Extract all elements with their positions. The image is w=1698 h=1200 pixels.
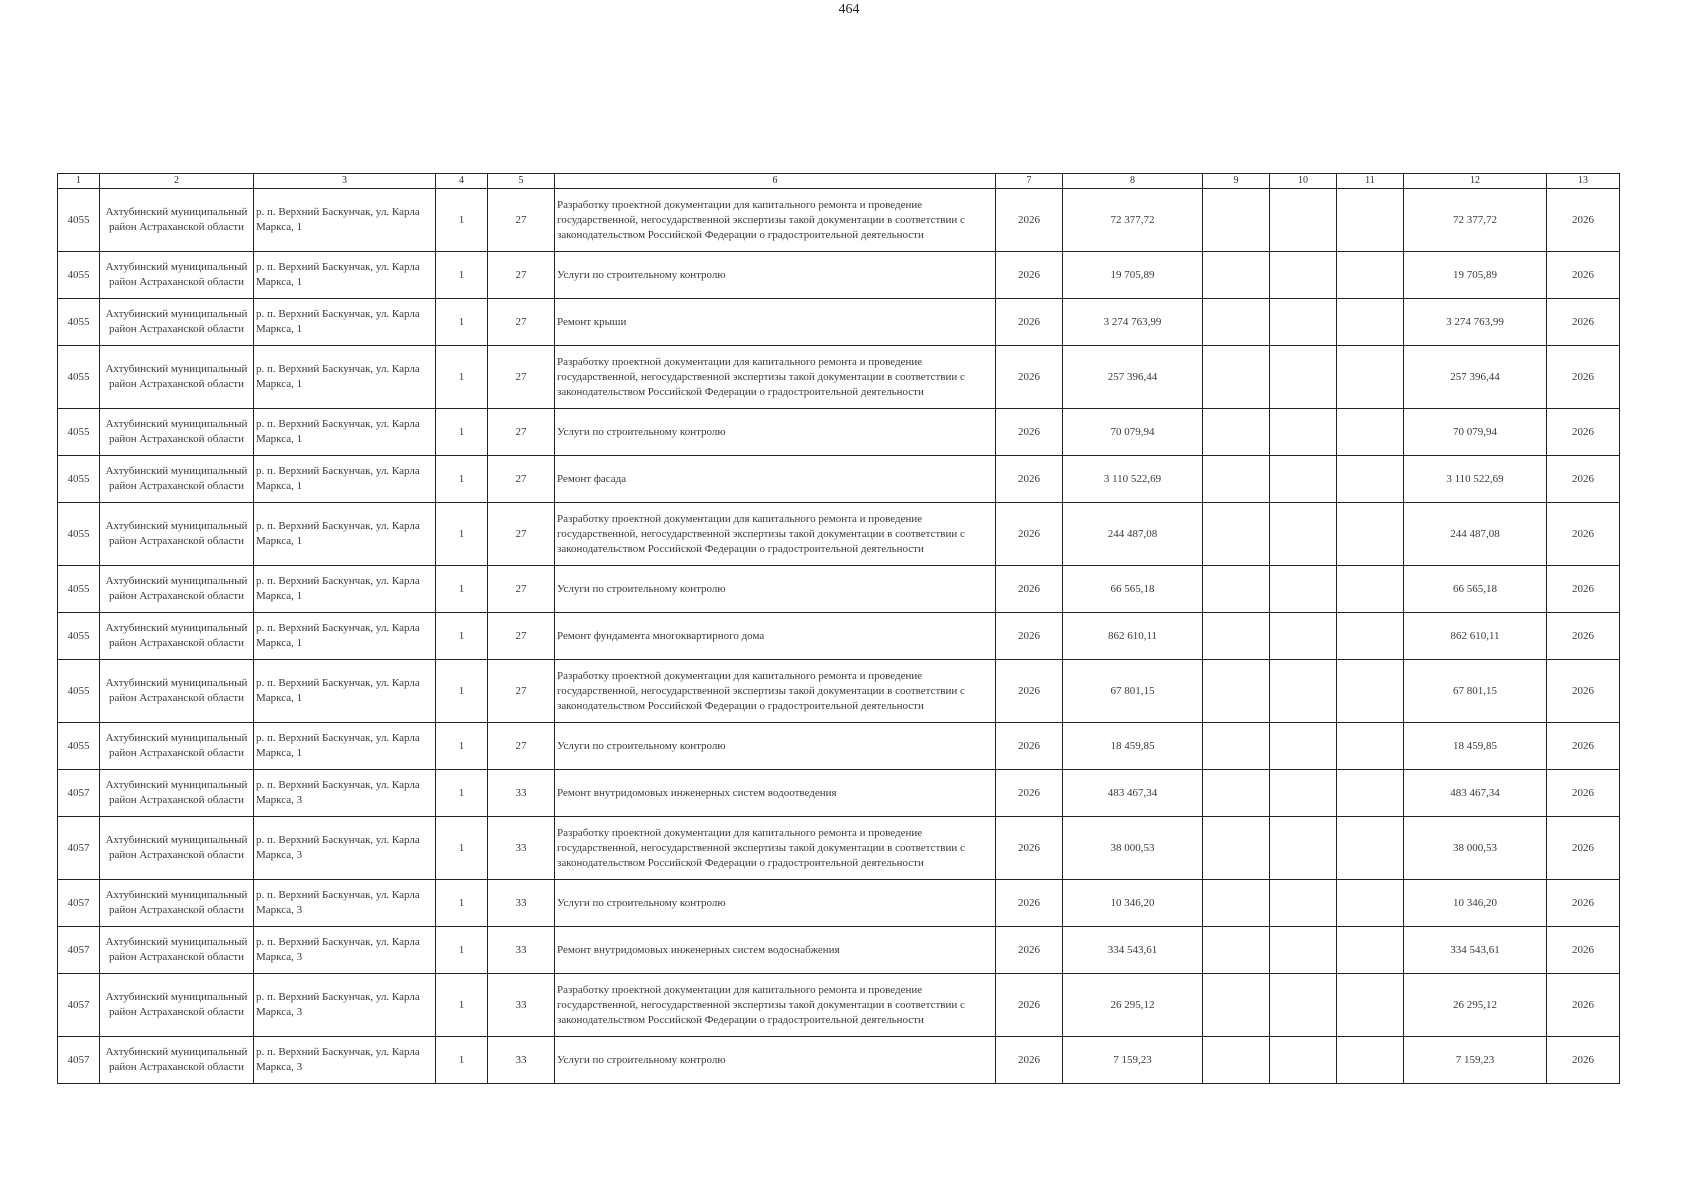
cell-year: 2026 [996,817,1063,880]
cell-address: р. п. Верхний Баскунчак, ул. Карла Маркса, 1 [254,409,436,456]
cell-col-11 [1337,723,1404,770]
cell-cost: 10 346,20 [1063,880,1203,927]
cell-col-10 [1270,409,1337,456]
cell-col-5: 27 [488,456,555,503]
cell-col-5: 27 [488,299,555,346]
cell-col-4: 1 [436,660,488,723]
cell-district: Ахтубинский муниципальный район Астраханской области [100,299,254,346]
cell-col-10 [1270,1037,1337,1084]
cell-address: р. п. Верхний Баскунчак, ул. Карла Маркса, 3 [254,1037,436,1084]
cell-total: 19 705,89 [1404,252,1547,299]
cell-end-year: 2026 [1547,880,1620,927]
cell-col-5: 33 [488,1037,555,1084]
cell-work-type: Услуги по строительному контролю [555,723,996,770]
cell-col-9 [1203,880,1270,927]
cell-col-10 [1270,613,1337,660]
cell-year: 2026 [996,613,1063,660]
cell-district: Ахтубинский муниципальный район Астраханской области [100,927,254,974]
cell-col-10 [1270,770,1337,817]
cell-work-type: Разработку проектной документации для капитального ремонта и проведение государственной, негосударственной экспертизы такой документации в соответствии с законодательством Российской Федерации о градостроительной деятельности [555,660,996,723]
cell-col-9 [1203,660,1270,723]
cell-year: 2026 [996,299,1063,346]
cell-district: Ахтубинский муниципальный район Астраханской области [100,252,254,299]
table-row [58,252,1620,299]
cell-end-year: 2026 [1547,927,1620,974]
cell-total: 66 565,18 [1404,566,1547,613]
column-header-10: 10 [1270,174,1337,189]
cell-col-11 [1337,770,1404,817]
cell-cost: 334 543,61 [1063,927,1203,974]
cell-work-type: Разработку проектной документации для капитального ремонта и проведение государственной, негосударственной экспертизы такой документации в соответствии с законодательством Российской Федерации о градостроительной деятельности [555,346,996,409]
column-header-5: 5 [488,174,555,189]
cell-year: 2026 [996,189,1063,252]
cell-year: 2026 [996,346,1063,409]
cell-house-id: 4055 [58,660,100,723]
cell-total: 244 487,08 [1404,503,1547,566]
cell-district: Ахтубинский муниципальный район Астраханской области [100,817,254,880]
cell-address: р. п. Верхний Баскунчак, ул. Карла Маркса, 1 [254,299,436,346]
cell-house-id: 4057 [58,880,100,927]
cell-address: р. п. Верхний Баскунчак, ул. Карла Маркса, 3 [254,880,436,927]
cell-district: Ахтубинский муниципальный район Астраханской области [100,503,254,566]
cell-end-year: 2026 [1547,252,1620,299]
column-header-11: 11 [1337,174,1404,189]
table-row [58,456,1620,503]
cell-total: 67 801,15 [1404,660,1547,723]
table-row [58,566,1620,613]
cell-total: 10 346,20 [1404,880,1547,927]
cell-work-type: Разработку проектной документации для капитального ремонта и проведение государственной, негосударственной экспертизы такой документации в соответствии с законодательством Российской Федерации о градостроительной деятельности [555,189,996,252]
cell-col-9 [1203,770,1270,817]
cell-address: р. п. Верхний Баскунчак, ул. Карла Маркса, 1 [254,252,436,299]
cell-year: 2026 [996,252,1063,299]
column-header-2: 2 [100,174,254,189]
cell-end-year: 2026 [1547,456,1620,503]
cell-address: р. п. Верхний Баскунчак, ул. Карла Маркса, 1 [254,189,436,252]
cell-end-year: 2026 [1547,723,1620,770]
cell-end-year: 2026 [1547,566,1620,613]
cell-col-4: 1 [436,1037,488,1084]
cell-col-11 [1337,613,1404,660]
cell-total: 70 079,94 [1404,409,1547,456]
cell-col-5: 27 [488,189,555,252]
cell-end-year: 2026 [1547,817,1620,880]
cell-house-id: 4055 [58,189,100,252]
cell-col-10 [1270,817,1337,880]
column-header-7: 7 [996,174,1063,189]
cell-cost: 19 705,89 [1063,252,1203,299]
cell-col-11 [1337,252,1404,299]
cell-col-4: 1 [436,189,488,252]
cell-house-id: 4055 [58,299,100,346]
cell-district: Ахтубинский муниципальный район Астраханской области [100,770,254,817]
table-row [58,880,1620,927]
cell-year: 2026 [996,566,1063,613]
cell-address: р. п. Верхний Баскунчак, ул. Карла Маркса, 1 [254,566,436,613]
cell-total: 72 377,72 [1404,189,1547,252]
cell-address: р. п. Верхний Баскунчак, ул. Карла Маркса, 1 [254,613,436,660]
cell-col-5: 33 [488,817,555,880]
column-header-1: 1 [58,174,100,189]
cell-address: р. п. Верхний Баскунчак, ул. Карла Маркса, 3 [254,770,436,817]
cell-col-4: 1 [436,613,488,660]
cell-district: Ахтубинский муниципальный район Астраханской области [100,880,254,927]
table-row [58,613,1620,660]
cell-col-10 [1270,189,1337,252]
cell-col-9 [1203,566,1270,613]
cell-col-10 [1270,252,1337,299]
cell-house-id: 4057 [58,770,100,817]
cell-col-5: 33 [488,770,555,817]
cell-house-id: 4055 [58,346,100,409]
cell-col-9 [1203,346,1270,409]
table-body [58,189,1620,1084]
cell-district: Ахтубинский муниципальный район Астраханской области [100,974,254,1037]
cell-year: 2026 [996,974,1063,1037]
column-header-9: 9 [1203,174,1270,189]
cell-col-10 [1270,974,1337,1037]
cell-col-10 [1270,927,1337,974]
cell-house-id: 4057 [58,817,100,880]
cell-col-4: 1 [436,817,488,880]
cell-col-10 [1270,880,1337,927]
cell-district: Ахтубинский муниципальный район Астраханской области [100,456,254,503]
cell-address: р. п. Верхний Баскунчак, ул. Карла Маркса, 1 [254,456,436,503]
cell-col-11 [1337,880,1404,927]
cell-col-11 [1337,503,1404,566]
cell-house-id: 4055 [58,723,100,770]
cell-col-11 [1337,974,1404,1037]
cell-col-5: 27 [488,613,555,660]
cell-work-type: Ремонт фасада [555,456,996,503]
cell-col-4: 1 [436,409,488,456]
cell-house-id: 4057 [58,927,100,974]
cell-work-type: Услуги по строительному контролю [555,409,996,456]
cell-col-9 [1203,299,1270,346]
cell-col-10 [1270,456,1337,503]
cell-address: р. п. Верхний Баскунчак, ул. Карла Маркса, 3 [254,817,436,880]
cell-total: 483 467,34 [1404,770,1547,817]
table-row [58,927,1620,974]
cell-col-10 [1270,660,1337,723]
cell-house-id: 4055 [58,409,100,456]
cell-col-10 [1270,299,1337,346]
cell-work-type: Ремонт внутридомовых инженерных систем водоснабжения [555,927,996,974]
cell-work-type: Ремонт фундамента многоквартирного дома [555,613,996,660]
cell-district: Ахтубинский муниципальный район Астраханской области [100,409,254,456]
cell-house-id: 4055 [58,566,100,613]
cell-year: 2026 [996,880,1063,927]
cell-cost: 483 467,34 [1063,770,1203,817]
cell-work-type: Услуги по строительному контролю [555,252,996,299]
cell-col-4: 1 [436,299,488,346]
cell-district: Ахтубинский муниципальный район Астраханской области [100,660,254,723]
cell-cost: 72 377,72 [1063,189,1203,252]
cell-district: Ахтубинский муниципальный район Астраханской области [100,723,254,770]
table-row [58,817,1620,880]
table-row [58,299,1620,346]
cell-address: р. п. Верхний Баскунчак, ул. Карла Маркса, 1 [254,660,436,723]
cell-col-11 [1337,189,1404,252]
cell-address: р. п. Верхний Баскунчак, ул. Карла Маркса, 1 [254,723,436,770]
cell-col-4: 1 [436,974,488,1037]
cell-col-4: 1 [436,880,488,927]
column-header-12: 12 [1404,174,1547,189]
cell-end-year: 2026 [1547,189,1620,252]
cell-col-9 [1203,409,1270,456]
cell-district: Ахтубинский муниципальный район Астраханской области [100,566,254,613]
cell-col-11 [1337,1037,1404,1084]
cell-col-11 [1337,409,1404,456]
cell-col-4: 1 [436,927,488,974]
cell-col-11 [1337,299,1404,346]
cell-col-9 [1203,723,1270,770]
cell-total: 3 274 763,99 [1404,299,1547,346]
cell-end-year: 2026 [1547,974,1620,1037]
cell-cost: 862 610,11 [1063,613,1203,660]
cell-col-5: 27 [488,252,555,299]
table-row [58,770,1620,817]
cell-end-year: 2026 [1547,503,1620,566]
cell-end-year: 2026 [1547,613,1620,660]
table-row [58,723,1620,770]
cell-col-4: 1 [436,503,488,566]
cell-col-10 [1270,723,1337,770]
table-row [58,409,1620,456]
cell-cost: 70 079,94 [1063,409,1203,456]
column-header-6: 6 [555,174,996,189]
cell-col-5: 27 [488,409,555,456]
cell-col-9 [1203,503,1270,566]
cell-total: 26 295,12 [1404,974,1547,1037]
cell-col-5: 33 [488,974,555,1037]
cell-end-year: 2026 [1547,1037,1620,1084]
table-row [58,974,1620,1037]
page-number: 464 [838,2,860,17]
cell-year: 2026 [996,660,1063,723]
column-header-13: 13 [1547,174,1620,189]
cell-district: Ахтубинский муниципальный район Астраханской области [100,613,254,660]
column-header-3: 3 [254,174,436,189]
cell-end-year: 2026 [1547,660,1620,723]
cell-total: 257 396,44 [1404,346,1547,409]
table-row [58,189,1620,252]
cell-cost: 3 110 522,69 [1063,456,1203,503]
cell-house-id: 4055 [58,252,100,299]
cell-col-4: 1 [436,723,488,770]
cell-total: 18 459,85 [1404,723,1547,770]
cell-total: 38 000,53 [1404,817,1547,880]
cell-address: р. п. Верхний Баскунчак, ул. Карла Маркса, 1 [254,503,436,566]
cell-col-5: 27 [488,503,555,566]
cell-cost: 257 396,44 [1063,346,1203,409]
column-header-4: 4 [436,174,488,189]
cell-work-type: Разработку проектной документации для капитального ремонта и проведение государственной, негосударственной экспертизы такой документации в соответствии с законодательством Российской Федерации о градостроительной деятельности [555,974,996,1037]
cell-col-11 [1337,660,1404,723]
column-header-8: 8 [1063,174,1203,189]
cell-address: р. п. Верхний Баскунчак, ул. Карла Маркса, 3 [254,927,436,974]
cell-year: 2026 [996,1037,1063,1084]
cell-col-4: 1 [436,566,488,613]
cell-col-5: 33 [488,880,555,927]
cell-col-9 [1203,613,1270,660]
cell-end-year: 2026 [1547,409,1620,456]
cell-work-type: Услуги по строительному контролю [555,1037,996,1084]
cell-col-11 [1337,346,1404,409]
cell-col-9 [1203,974,1270,1037]
cell-col-9 [1203,189,1270,252]
cell-cost: 18 459,85 [1063,723,1203,770]
cell-col-4: 1 [436,346,488,409]
cell-cost: 3 274 763,99 [1063,299,1203,346]
cell-col-11 [1337,456,1404,503]
cell-work-type: Разработку проектной документации для капитального ремонта и проведение государственной, негосударственной экспертизы такой документации в соответствии с законодательством Российской Федерации о градостроительной деятельности [555,817,996,880]
cell-total: 862 610,11 [1404,613,1547,660]
cell-col-4: 1 [436,252,488,299]
cell-district: Ахтубинский муниципальный район Астраханской области [100,346,254,409]
cell-house-id: 4057 [58,1037,100,1084]
cell-cost: 244 487,08 [1063,503,1203,566]
cell-work-type: Услуги по строительному контролю [555,880,996,927]
cell-year: 2026 [996,456,1063,503]
cell-end-year: 2026 [1547,299,1620,346]
cell-address: р. п. Верхний Баскунчак, ул. Карла Маркса, 1 [254,346,436,409]
cell-year: 2026 [996,723,1063,770]
cell-house-id: 4055 [58,503,100,566]
cell-work-type: Разработку проектной документации для капитального ремонта и проведение государственной, негосударственной экспертизы такой документации в соответствии с законодательством Российской Федерации о градостроительной деятельности [555,503,996,566]
table-row [58,660,1620,723]
cell-year: 2026 [996,503,1063,566]
cell-cost: 66 565,18 [1063,566,1203,613]
cell-col-5: 27 [488,723,555,770]
cell-end-year: 2026 [1547,770,1620,817]
table-row [58,346,1620,409]
cell-total: 3 110 522,69 [1404,456,1547,503]
header-row [58,174,1620,189]
cell-col-9 [1203,927,1270,974]
cell-col-4: 1 [436,456,488,503]
cell-cost: 38 000,53 [1063,817,1203,880]
cell-total: 334 543,61 [1404,927,1547,974]
cell-address: р. п. Верхний Баскунчак, ул. Карла Маркса, 3 [254,974,436,1037]
cell-col-10 [1270,566,1337,613]
cell-col-4: 1 [436,770,488,817]
cell-col-9 [1203,1037,1270,1084]
cell-col-11 [1337,817,1404,880]
table-row [58,503,1620,566]
cell-district: Ахтубинский муниципальный район Астраханской области [100,1037,254,1084]
cell-work-type: Ремонт крыши [555,299,996,346]
cell-col-5: 27 [488,566,555,613]
cell-work-type: Ремонт внутридомовых инженерных систем водоотведения [555,770,996,817]
cell-col-9 [1203,817,1270,880]
table-header [58,174,1620,189]
cell-col-5: 27 [488,660,555,723]
cell-work-type: Услуги по строительному контролю [555,566,996,613]
cell-end-year: 2026 [1547,346,1620,409]
cell-col-9 [1203,252,1270,299]
cell-cost: 26 295,12 [1063,974,1203,1037]
cell-house-id: 4057 [58,974,100,1037]
cell-year: 2026 [996,770,1063,817]
cell-cost: 67 801,15 [1063,660,1203,723]
cell-col-10 [1270,346,1337,409]
cell-col-5: 27 [488,346,555,409]
cell-house-id: 4055 [58,456,100,503]
cell-cost: 7 159,23 [1063,1037,1203,1084]
cell-year: 2026 [996,927,1063,974]
capital-repair-table [57,173,1620,1084]
cell-col-11 [1337,566,1404,613]
cell-col-9 [1203,456,1270,503]
cell-district: Ахтубинский муниципальный район Астраханской области [100,189,254,252]
cell-house-id: 4055 [58,613,100,660]
cell-year: 2026 [996,409,1063,456]
cell-col-5: 33 [488,927,555,974]
table-row [58,1037,1620,1084]
cell-col-11 [1337,927,1404,974]
cell-col-10 [1270,503,1337,566]
cell-total: 7 159,23 [1404,1037,1547,1084]
